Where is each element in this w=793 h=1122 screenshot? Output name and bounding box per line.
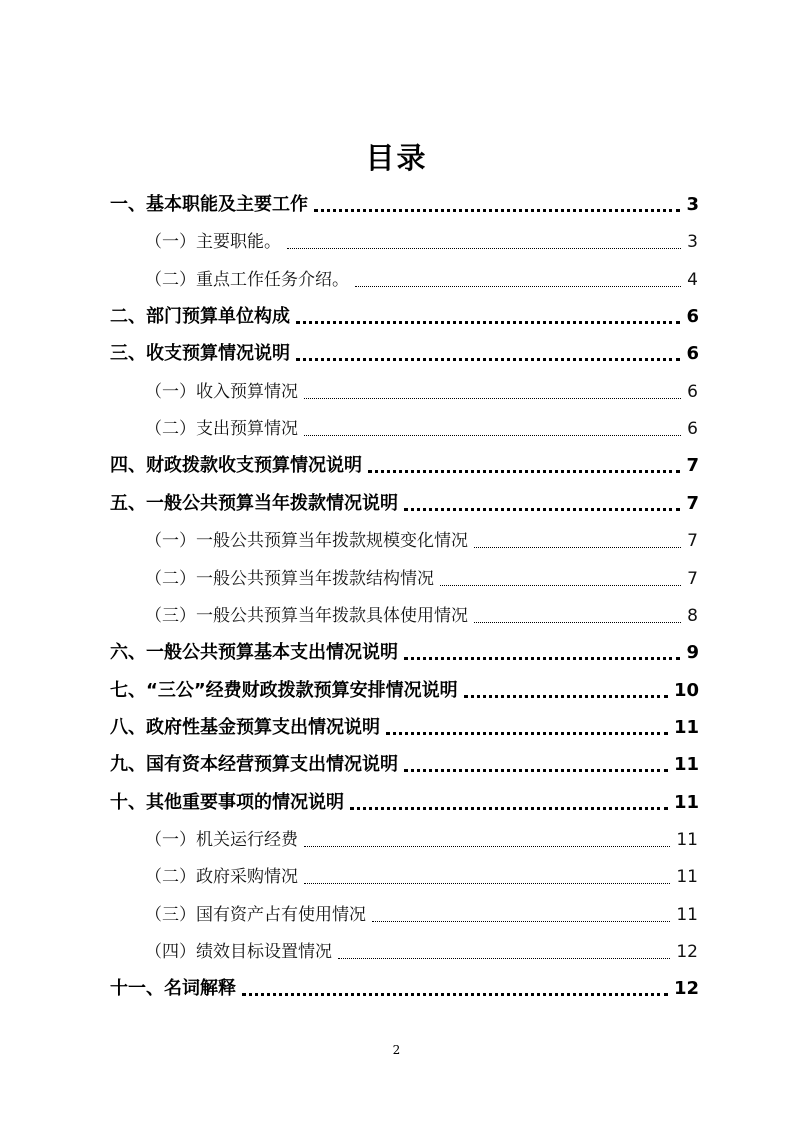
toc-entry-page: 7: [686, 492, 699, 514]
dot-leader: [296, 321, 680, 324]
toc-entry-label: 十一、名词解释: [110, 978, 236, 1000]
toc-entry-page: 7: [686, 455, 699, 477]
dot-leader: [304, 435, 681, 436]
toc-entry-label: 三、收支预算情况说明: [110, 343, 290, 365]
toc-entry-page: 9: [686, 642, 699, 664]
toc-entry[interactable]: [145, 857, 698, 893]
toc-entry-label: 一、基本职能及主要工作: [110, 194, 308, 215]
toc-entry[interactable]: [145, 559, 698, 595]
dot-leader: [464, 695, 668, 698]
dot-leader: [287, 248, 681, 249]
dot-leader: [350, 807, 668, 810]
toc-entry-label: 十、其他重要事项的情况说明: [110, 791, 344, 813]
dot-leader: [474, 547, 681, 548]
toc-entry-page: 11: [673, 791, 699, 813]
toc-entry-label: （一）收入预算情况: [145, 381, 298, 402]
dot-leader: [338, 958, 670, 959]
toc-entry-label: 四、财政拨款收支预算情况说明: [110, 455, 362, 477]
toc-entry[interactable]: [110, 633, 699, 669]
toc-entry-page: 3: [686, 194, 699, 215]
toc-entry-label: （二）支出预算情况: [145, 419, 298, 440]
dot-leader: [242, 993, 668, 996]
toc-entry-page: 7: [687, 531, 698, 552]
toc-entry[interactable]: [110, 484, 699, 520]
dot-leader: [404, 769, 668, 772]
dot-leader: [404, 657, 680, 660]
toc-entry-label: 二、部门预算单位构成: [110, 306, 290, 328]
dot-leader: [355, 286, 681, 287]
toc-entry[interactable]: [110, 297, 699, 333]
toc-entry-label: （三）一般公共预算当年拨款具体使用情况: [145, 605, 468, 626]
toc-entry[interactable]: [145, 260, 698, 296]
dot-leader: [304, 398, 681, 399]
toc-entry-page: 11: [673, 754, 699, 776]
toc-entry[interactable]: [145, 222, 698, 258]
toc-entry[interactable]: [110, 783, 699, 819]
toc-entry-label: （一）机关运行经费: [145, 829, 298, 850]
toc-entry-label: （二）重点工作任务介绍。: [145, 269, 349, 290]
dot-leader: [372, 921, 670, 922]
toc-entry-label: 五、一般公共预算当年拨款情况说明: [110, 492, 398, 514]
dot-leader: [368, 470, 680, 473]
toc-entry-page: 6: [686, 306, 699, 328]
dot-leader: [404, 508, 680, 511]
toc-entry[interactable]: [110, 969, 699, 1005]
toc-entry-label: 八、政府性基金预算支出情况说明: [110, 716, 380, 738]
toc-entry-page: 10: [673, 679, 699, 701]
dot-leader: [296, 358, 680, 361]
dot-leader: [304, 883, 670, 884]
toc-entry-page: 11: [676, 867, 698, 888]
toc-entry-label: （二）政府采购情况: [145, 867, 298, 888]
toc-entry-page: 12: [673, 978, 699, 1000]
toc-entry[interactable]: [110, 446, 699, 482]
toc-entry[interactable]: [145, 596, 698, 632]
toc-entry-label: 七、“三公”经费财政拨款预算安排情况说明: [110, 679, 458, 701]
toc-entry-label: 六、一般公共预算基本支出情况说明: [110, 642, 398, 664]
toc-entry-page: 6: [687, 381, 698, 402]
toc-entry-label: （一）主要职能。: [145, 232, 281, 253]
toc-entry-page: 11: [673, 716, 699, 738]
toc-entry[interactable]: [110, 671, 699, 707]
toc-entry[interactable]: [110, 708, 699, 744]
toc-entry-page: 6: [687, 419, 698, 440]
toc-entry-page: 3: [687, 232, 698, 253]
toc-entry-label: （三）国有资产占有使用情况: [145, 904, 366, 925]
toc-entry-page: 6: [686, 343, 699, 365]
toc-entry[interactable]: [145, 895, 698, 931]
toc-entry-label: （四）绩效目标设置情况: [145, 942, 332, 962]
page-number: 2: [392, 1043, 401, 1057]
toc-entry-label: （一）一般公共预算当年拨款规模变化情况: [145, 531, 468, 552]
toc-entry-page: 11: [676, 829, 698, 850]
dot-leader: [440, 585, 681, 586]
toc-entry-page: 11: [676, 904, 698, 925]
toc-entry-page: 4: [687, 269, 698, 290]
toc-entry-label: 九、国有资本经营预算支出情况说明: [110, 754, 398, 776]
toc-entry[interactable]: [110, 185, 699, 221]
dot-leader: [474, 622, 681, 623]
dot-leader: [304, 846, 670, 847]
toc-entry[interactable]: [145, 820, 698, 856]
toc-entry-page: 8: [687, 605, 698, 626]
toc-entry[interactable]: [145, 932, 698, 968]
toc-entry[interactable]: [145, 409, 698, 445]
dot-leader: [386, 732, 668, 735]
toc-entry[interactable]: [145, 372, 698, 408]
toc-title: 目录: [365, 141, 428, 175]
toc-entry[interactable]: [110, 334, 699, 370]
dot-leader: [314, 209, 680, 212]
toc-entry-page: 12: [676, 942, 698, 962]
toc-entry[interactable]: [110, 745, 699, 781]
toc-entry[interactable]: [145, 521, 698, 557]
toc-entry-label: （二）一般公共预算当年拨款结构情况: [145, 568, 434, 589]
toc-entry-page: 7: [687, 568, 698, 589]
